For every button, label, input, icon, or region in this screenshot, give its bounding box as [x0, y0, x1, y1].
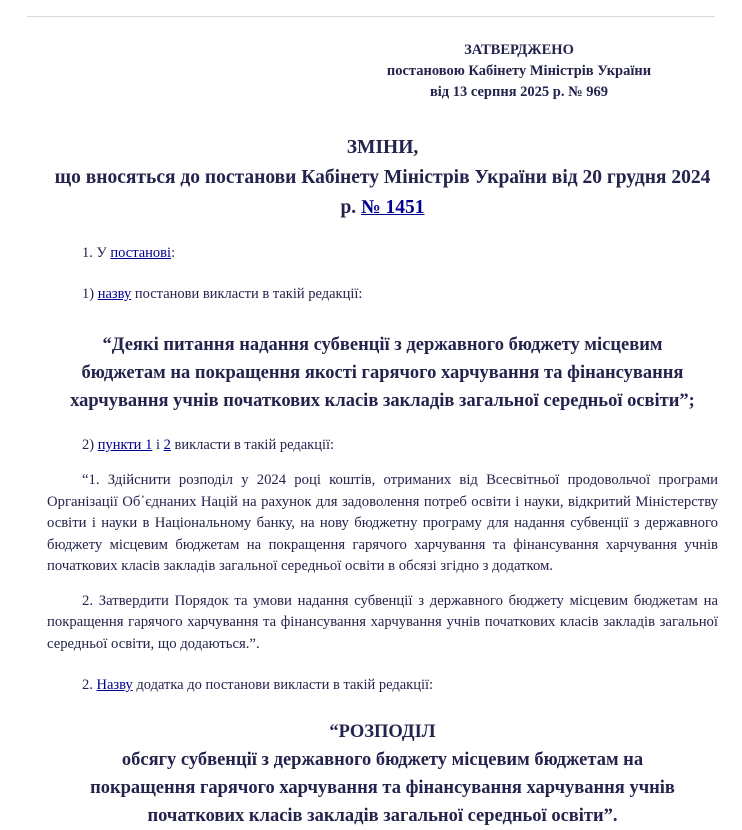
approval-line-1: ЗАТВЕРДЖЕНО: [464, 42, 574, 58]
link-punkt-2[interactable]: 2: [163, 437, 171, 453]
item-2-prefix: 2.: [82, 677, 97, 693]
item-1-suffix: :: [171, 245, 176, 261]
document-content: [47, 40, 718, 830]
quoted-title-2: [47, 718, 718, 830]
approval-line-2: постановою Кабінету Міністрів України: [386, 63, 652, 79]
item-1-sub-1-suffix: постанови викласти в такій редакції:: [131, 286, 363, 302]
item-1: [47, 243, 718, 264]
approval-block: [364, 40, 674, 103]
approval-line-3: від 13 серпня 2025 р. № 969: [429, 84, 609, 100]
quoted-title-2-body: обсягу субвенції з державного бюджету місцевим бюджетам на покращення гарячого харчування та фінансування харчування учнів початкових класів закладів загальної середньої освіти”.: [90, 750, 675, 826]
item-1-sub-2-prefix: 2): [82, 437, 98, 453]
top-divider: [27, 16, 715, 17]
item-2: [47, 675, 718, 696]
quoted-paragraph-2: 2. Затвердити Порядок та умови надання субвенції з державного бюджету місцевим бюджетам на покращення гарячого харчування та фінансування харчування учнів початкових класів закладів загальної середньої освіти, що додаються.”.: [47, 592, 718, 652]
item-2-suffix: додатка до постанови викласти в такій редакції:: [132, 677, 434, 693]
quoted-paragraph-1: “1. Здійснити розподіл у 2024 році коштів, отриманих від Всесвітньої продовольчої програми Організації Об᾽єднаних Націй на рахунок для задоволення потреб освіти і науки, відкритий Міністерству освіти і науки в Національному банку, на нову бюджетну програму для надання субвенції з державного бюджету місцевим бюджетам на покращення гарячого харчування та фінансування харчування учнів початкових класів закладів загальної середньої освіти в обсязі згідно з додатком.: [47, 472, 718, 574]
page-title: [47, 133, 718, 223]
item-1-prefix: 1. У: [82, 245, 111, 261]
link-nazvu-dodatka[interactable]: Назву: [96, 677, 133, 693]
link-punkty-1[interactable]: пункти 1: [97, 437, 153, 453]
item-1-sub-2-middle: і: [152, 437, 164, 453]
item-1-sub-1-prefix: 1): [82, 286, 98, 302]
item-1-sub-2-suffix: викласти в такій редакції:: [170, 437, 335, 453]
page-title-text: що вносяться до постанови Кабінету Міністрів України від 20 грудня 2024 р.: [54, 167, 711, 218]
quoted-title-1: “Деякі питання надання субвенції з державного бюджету місцевим бюджетам на покращення якості гарячого харчування та фінансування харчування учнів початкових класів закладів загальної середньої освіти”;: [70, 335, 695, 411]
item-1-sub-2: [47, 435, 718, 456]
quoted-title-2-head: “РОЗПОДІЛ: [329, 722, 436, 742]
link-postanovi[interactable]: постанові: [110, 245, 172, 261]
link-nazvu[interactable]: назву: [97, 286, 132, 302]
link-postanova-1451[interactable]: № 1451: [361, 197, 425, 218]
page-title-line-2: [47, 163, 718, 223]
item-1-sub-1: [47, 284, 718, 305]
page-title-line-1: ЗМІНИ,: [346, 137, 419, 158]
